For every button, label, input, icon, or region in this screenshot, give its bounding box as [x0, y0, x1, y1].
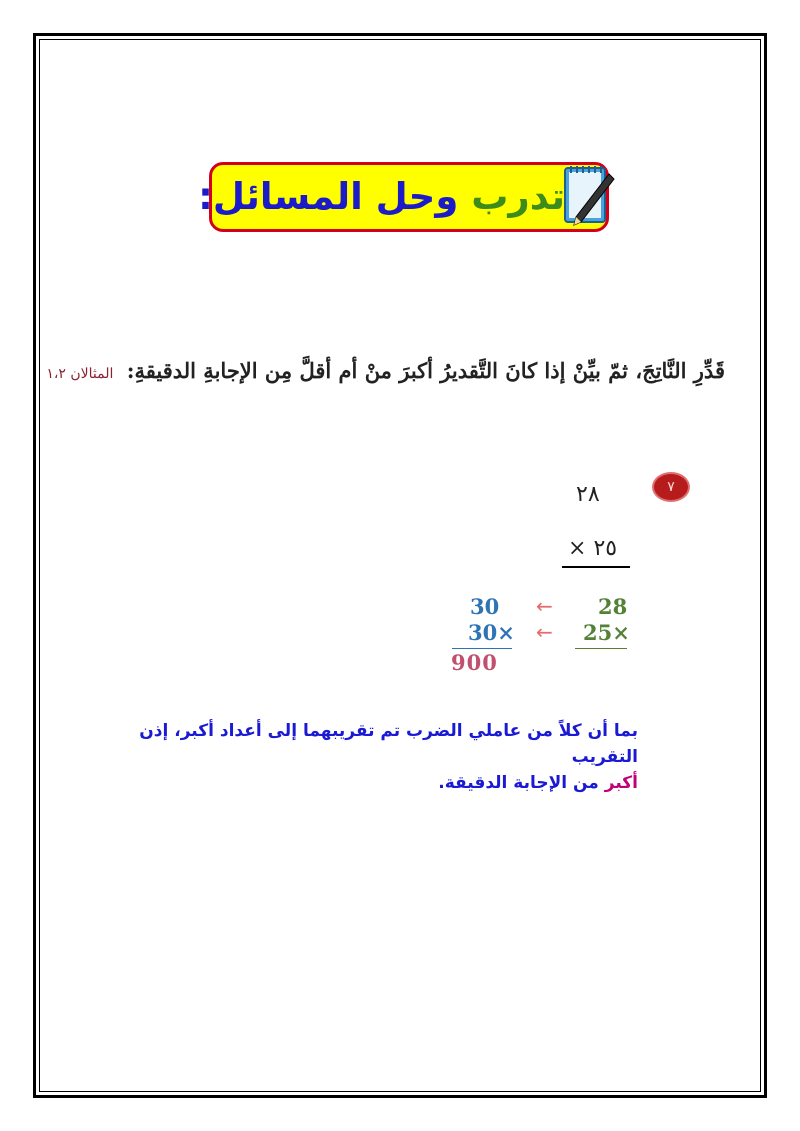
title-part-solve: وحل المسائل: [198, 175, 459, 218]
instruction-line [46, 358, 725, 383]
title-banner [198, 160, 617, 234]
original-rule [575, 648, 627, 649]
original-bottom-number: 25× [583, 620, 630, 645]
rounded-rule [452, 648, 512, 649]
answer-paragraph [90, 718, 638, 796]
rounded-bottom-number: 30× [468, 620, 515, 645]
arrow-icon: ← [536, 620, 553, 644]
answer-line-2-rest: من الإجابة الدقيقة. [438, 773, 599, 793]
problem-number-badge: ٧ [652, 472, 690, 502]
answer-line-2 [90, 770, 638, 796]
title-part-practice: تدرب [471, 175, 565, 218]
page-title [198, 168, 565, 226]
problem-top-number: ٢٨ [576, 482, 600, 507]
estimate-result: 900 [451, 650, 498, 675]
arrow-icon: ← [536, 594, 553, 618]
rounded-top-number: 30 [470, 594, 500, 619]
instruction-reference: المثالان ١،٢ [46, 366, 114, 382]
notepad-pencil-icon [559, 160, 617, 230]
answer-highlight: أكبر [604, 773, 638, 793]
instruction-text: قَدِّرِ النَّاتِجَ، ثمّ بيِّنْ إذا كانَ التَّقديرُ أكبرَ منْ أم أقلَّ مِن الإجابةِ الدقيقةِ: [126, 358, 725, 383]
problem-rule [562, 566, 630, 568]
original-top-number: 28 [598, 594, 628, 619]
answer-line-1: بما أن كلاً من عاملي الضرب تم تقريبهما إلى أعداد أكبر، إذن التقريب [139, 721, 638, 767]
problem-bottom-number: ٢٥ × [568, 536, 618, 561]
